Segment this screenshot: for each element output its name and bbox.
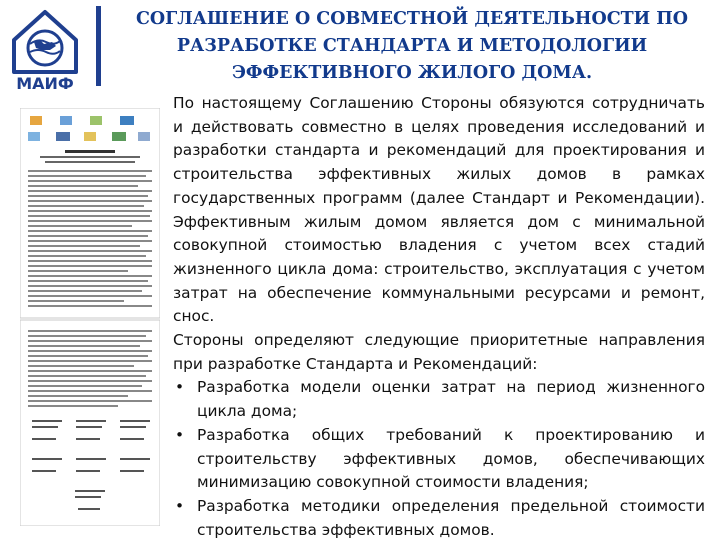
page-title bbox=[112, 6, 712, 87]
logo-text: МАИФ bbox=[16, 74, 74, 92]
paragraph-priorities: Стороны определяют следующие приоритетные направления при разработке Стандарта и Рекомендаций: bbox=[173, 331, 705, 373]
priority-list bbox=[173, 376, 705, 542]
maif-logo bbox=[8, 6, 82, 92]
list-item: • Разработка модели оценки затрат на период жизненного цикла дома; bbox=[173, 376, 705, 423]
paragraph-agreement: По настоящему Соглашению Стороны обязуются сотрудничать и действовать совместно в целях проведения исследований и разработки стандарта и рекомендаций для проектирования и строительства эффективных жилых домов в рамках государственных программ (далее Стандарт и Рекомендации). Эффективным жилым домом является дом с минимальной совокупной стоимостью владения с учетом всех стадий жизненного цикла дома: строительство, эксплуатация с учетом затрат на обеспечение коммунальными ресурсами и ремонт, снос. bbox=[173, 94, 705, 326]
list-item: • Разработка общих требований к проектированию и строительству эффективных домов, обеспечивающих минимизацию совокупной стоимости владения; bbox=[173, 424, 705, 495]
title-line-3: ЭФФЕКТИВНОГО ЖИЛОГО ДОМА. bbox=[231, 63, 593, 83]
header-divider bbox=[96, 6, 101, 86]
document-thumbnail-icon bbox=[20, 108, 160, 526]
title-line-1: СОГЛАШЕНИЕ О СОВМЕСТНОЙ ДЕЯТЕЛЬНОСТИ ПО bbox=[135, 9, 689, 29]
title-line-2: РАЗРАБОТКЕ СТАНДАРТА И МЕТОДОЛОГИИ bbox=[176, 36, 648, 56]
agreement-text bbox=[173, 92, 705, 542]
house-globe-logo-icon bbox=[8, 6, 82, 92]
list-item: • Разработка методики определения предельной стоимости строительства эффективных домов. bbox=[173, 495, 705, 542]
document-thumbnail bbox=[20, 108, 160, 526]
